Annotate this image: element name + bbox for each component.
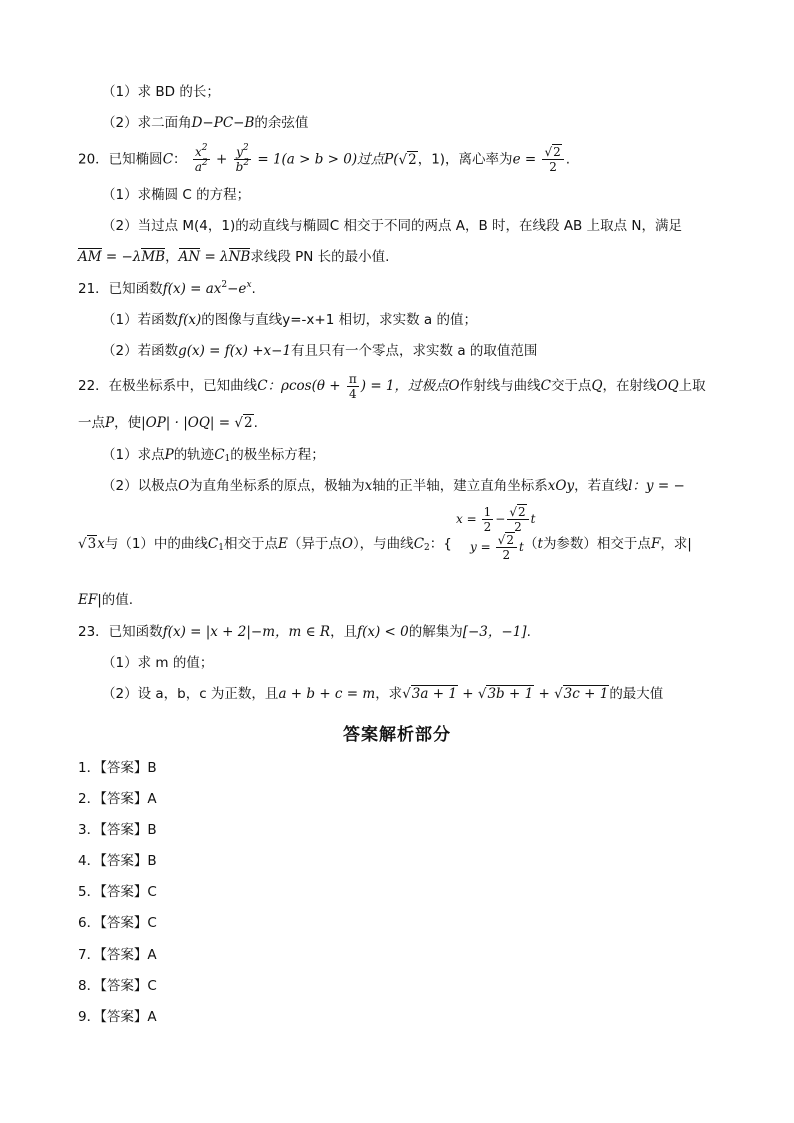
answer-section-heading: 答案解析部分 [343,725,451,745]
answer-item: 8．【答案】C [78,978,157,994]
q22-part2-line2: √3x与（1）中的曲线$C_1$相交于点E（异于点O），与曲线$C_2$：{ [78,536,452,553]
math: P( [384,151,399,168]
q19-part1 [102,82,220,102]
q20-part2-line1 [102,216,682,236]
vector: NB [228,249,251,265]
parametric-system: x = $\frac{1}{2}$ − $\frac{√2}{2}$ t y = $\frac{√2}{2}$ t [456,504,536,562]
text: 的余弦值 [254,115,309,131]
q23-part1: （1）求 m 的值； [102,655,214,671]
q19-part2 [102,113,308,133]
answer-item: 9．【答案】A [78,1009,157,1025]
text: （2）当过点 M(4，1)的动直线与椭圆C 相交于不同的两点 A，B 时，在线段 AB 上取点 N，满足 [102,218,683,234]
answer-item: 7．【答案】A [78,947,157,963]
answer-item: 6．【答案】C [78,915,157,931]
vector: MB [141,249,166,265]
q22-part2-line1: （2）以极点O为直角坐标系的原点，极轴为x轴的正半轴，建立直角坐标系xOy，若直线l：y = − [102,478,685,494]
vector: AN [178,249,201,265]
q22-part2-line3: EF|的值. [78,592,134,608]
answer-item: 4．【答案】B [78,853,157,869]
answer-item: 3．【答案】B [78,822,157,838]
text: 20．已知椭圆 [78,151,163,168]
vector: AM [78,249,102,265]
q20-stem: 20．已知椭圆C： $\frac{x^2}{a^2}$ + $\frac{y^2}{b^2}$ = 1(a > b > 0)过点P(√2，1)，离心率为e = $\frac{√2}{2}$ . [78,143,571,174]
text: ，1)，离心率为 [417,151,513,168]
text: （1）求 BD 的长； [102,84,220,100]
q22-part1: （1）求点P的轨迹$C_1$的极坐标方程； [102,447,325,464]
q21-stem: 21．已知函数$f(x) = ax^2-e^x$. [78,280,256,297]
answer-item: 5．【答案】C [78,884,157,900]
sqrt: √2 [398,151,417,168]
math: e = [512,151,537,168]
q21-part2: （2）若函数g(x) = f(x) +x−1有且只有一个零点，求实数 a 的取值范围 [102,343,538,359]
fraction-x2-a2: $\frac{x^2}{a^2}$ [194,143,208,174]
math: = 1(a > b > 0)过点 [257,151,385,168]
sqrt: √2 [234,415,253,431]
q20-part1 [102,185,250,205]
q22-part2-line2-tail: （t为参数）相交于点F，求| [524,536,692,552]
sqrt: √3 [78,536,97,552]
math: D−PC−B [191,115,255,131]
fraction-y2-b2: $\frac{y^2}{b^2}$ [235,143,250,174]
text: （1）求椭圆 C 的方程； [102,187,251,203]
math: C [162,151,174,168]
fraction-e: $\frac{√2}{2}$ [542,146,563,173]
q23-part2: （2）设 a，b，c 为正数，且a + b + c = m，求√3a + 1 + √3b + 1 + √3c + 1的最大值 [102,686,664,702]
answer-item: 2．【答案】A [78,791,157,807]
q21-part1: （1）若函数f(x)的图像与直线y=-x+1 相切，求实数 a 的值； [102,312,477,328]
q20-part2-line2: AM = −λMB，AN = λNB求线段 PN 长的最小值. [78,249,390,265]
answer-item: 1．【答案】B [78,760,157,776]
q23-stem: 23．已知函数f(x) = |x + 2|−m，m ∈ R，且f(x) < 0的解集为[−3，−1]. [78,624,531,640]
text: （2）求二面角 [102,115,192,131]
fraction-pi-4: $\frac{\pi}{4}$ [348,371,357,401]
q22-stem-line2: 一点P，使|OP| · |OQ| = √2. [78,415,258,431]
q22-stem-line1: 22．在极坐标系中，已知曲线C：ρcos(θ + $\frac{\pi}{4}$ ) = 1，过极点O作射线与曲线C交于点Q，在射线OQ上取 [78,371,706,401]
